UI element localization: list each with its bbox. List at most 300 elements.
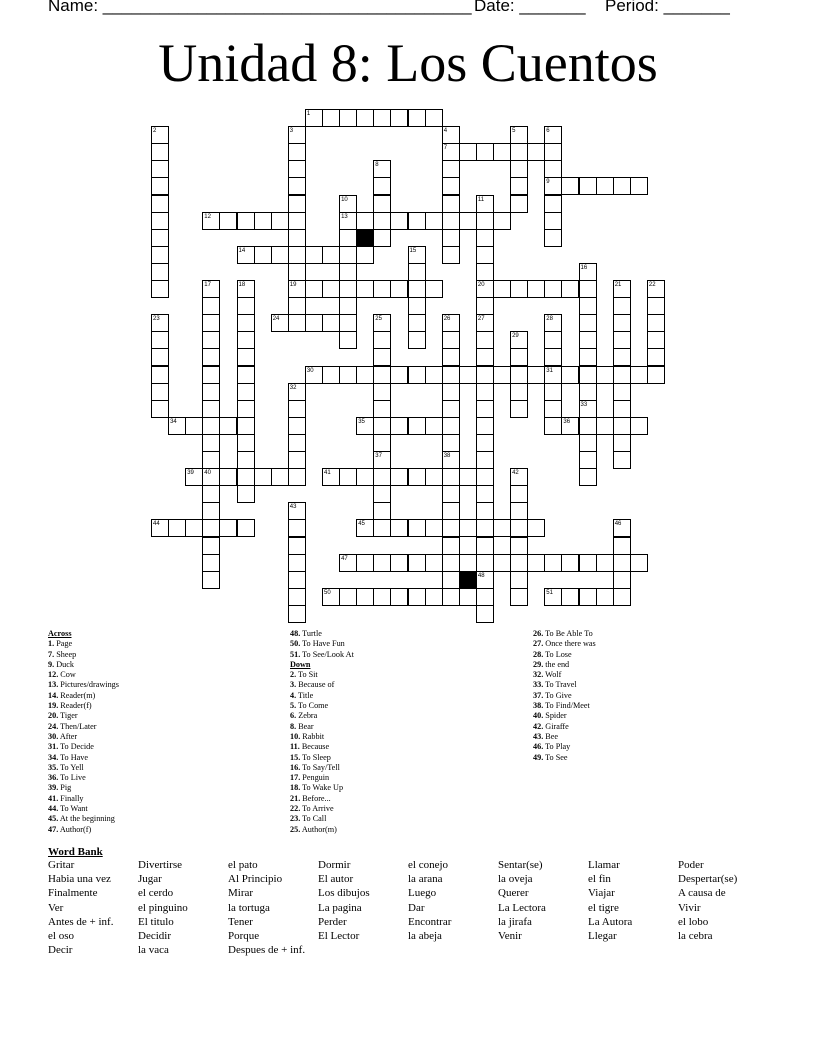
answer-square[interactable]: [151, 348, 169, 366]
answer-square[interactable]: [237, 366, 255, 384]
answer-square[interactable]: [288, 195, 306, 213]
answer-square[interactable]: [356, 366, 374, 384]
answer-square[interactable]: [151, 280, 169, 298]
answer-square[interactable]: [339, 588, 357, 606]
answer-square[interactable]: [390, 109, 408, 127]
answer-square[interactable]: [596, 554, 614, 572]
answer-square[interactable]: [288, 229, 306, 247]
answer-square[interactable]: [544, 348, 562, 366]
answer-square[interactable]: [202, 366, 220, 384]
answer-square[interactable]: [630, 554, 648, 572]
answer-square[interactable]: [476, 263, 494, 281]
answer-square[interactable]: [647, 297, 665, 315]
answer-square[interactable]: [544, 383, 562, 401]
answer-square[interactable]: [579, 297, 597, 315]
answer-square[interactable]: [442, 160, 460, 178]
answer-square[interactable]: [151, 331, 169, 349]
answer-square[interactable]: [202, 434, 220, 452]
answer-square[interactable]: [219, 417, 237, 435]
answer-square[interactable]: [476, 519, 494, 537]
answer-square[interactable]: [373, 588, 391, 606]
answer-square[interactable]: [202, 554, 220, 572]
answer-square[interactable]: [202, 468, 220, 486]
answer-square[interactable]: [288, 160, 306, 178]
answer-square[interactable]: [408, 246, 426, 264]
answer-square[interactable]: [476, 331, 494, 349]
answer-square[interactable]: [613, 280, 631, 298]
answer-square[interactable]: [476, 246, 494, 264]
answer-square[interactable]: [373, 451, 391, 469]
answer-square[interactable]: [237, 212, 255, 230]
answer-square[interactable]: [339, 109, 357, 127]
answer-square[interactable]: [476, 366, 494, 384]
answer-square[interactable]: [288, 519, 306, 537]
answer-square[interactable]: [185, 417, 203, 435]
answer-square[interactable]: [476, 383, 494, 401]
period-field-label[interactable]: Period: _______: [605, 0, 730, 15]
answer-square[interactable]: [151, 366, 169, 384]
answer-square[interactable]: [219, 468, 237, 486]
answer-square[interactable]: [202, 280, 220, 298]
answer-square[interactable]: [237, 280, 255, 298]
answer-square[interactable]: [202, 451, 220, 469]
answer-square[interactable]: [373, 314, 391, 332]
name-field-label[interactable]: Name: _______________________________________: [48, 0, 472, 15]
answer-square[interactable]: [459, 468, 477, 486]
answer-square[interactable]: [237, 519, 255, 537]
answer-square[interactable]: [408, 314, 426, 332]
answer-square[interactable]: [425, 212, 443, 230]
answer-square[interactable]: [510, 280, 528, 298]
answer-square[interactable]: [613, 297, 631, 315]
answer-square[interactable]: [151, 143, 169, 161]
answer-square[interactable]: [442, 451, 460, 469]
answer-square[interactable]: [527, 554, 545, 572]
answer-square[interactable]: [544, 195, 562, 213]
answer-square[interactable]: [288, 212, 306, 230]
answer-square[interactable]: [544, 177, 562, 195]
answer-square[interactable]: [613, 400, 631, 418]
answer-square[interactable]: [544, 400, 562, 418]
answer-square[interactable]: [510, 485, 528, 503]
answer-square[interactable]: [493, 519, 511, 537]
answer-square[interactable]: [390, 468, 408, 486]
answer-square[interactable]: [613, 331, 631, 349]
answer-square[interactable]: [254, 468, 272, 486]
answer-square[interactable]: [356, 109, 374, 127]
answer-square[interactable]: [168, 417, 186, 435]
answer-square[interactable]: [527, 143, 545, 161]
answer-square[interactable]: [373, 366, 391, 384]
answer-square[interactable]: [613, 451, 631, 469]
answer-square[interactable]: [151, 519, 169, 537]
answer-square[interactable]: [151, 400, 169, 418]
answer-square[interactable]: [510, 554, 528, 572]
answer-square[interactable]: [390, 366, 408, 384]
answer-square[interactable]: [442, 229, 460, 247]
answer-square[interactable]: [408, 366, 426, 384]
answer-square[interactable]: [151, 195, 169, 213]
answer-square[interactable]: [408, 109, 426, 127]
answer-square[interactable]: [476, 400, 494, 418]
answer-square[interactable]: [596, 588, 614, 606]
answer-square[interactable]: [579, 400, 597, 418]
answer-square[interactable]: [373, 177, 391, 195]
answer-square[interactable]: [408, 212, 426, 230]
answer-square[interactable]: [510, 160, 528, 178]
answer-square[interactable]: [408, 297, 426, 315]
answer-square[interactable]: [425, 468, 443, 486]
answer-square[interactable]: [271, 468, 289, 486]
answer-square[interactable]: [373, 280, 391, 298]
answer-square[interactable]: [288, 246, 306, 264]
answer-square[interactable]: [408, 554, 426, 572]
answer-square[interactable]: [544, 160, 562, 178]
answer-square[interactable]: [459, 519, 477, 537]
answer-square[interactable]: [425, 554, 443, 572]
answer-square[interactable]: [493, 554, 511, 572]
answer-square[interactable]: [647, 314, 665, 332]
answer-square[interactable]: [647, 366, 665, 384]
answer-square[interactable]: [373, 468, 391, 486]
answer-square[interactable]: [544, 212, 562, 230]
answer-square[interactable]: [185, 519, 203, 537]
answer-square[interactable]: [596, 366, 614, 384]
answer-square[interactable]: [356, 588, 374, 606]
answer-square[interactable]: [510, 383, 528, 401]
answer-square[interactable]: [544, 314, 562, 332]
answer-square[interactable]: [510, 126, 528, 144]
answer-square[interactable]: [579, 434, 597, 452]
answer-square[interactable]: [510, 348, 528, 366]
answer-square[interactable]: [288, 383, 306, 401]
answer-square[interactable]: [510, 331, 528, 349]
answer-square[interactable]: [390, 417, 408, 435]
answer-square[interactable]: [510, 177, 528, 195]
answer-square[interactable]: [596, 177, 614, 195]
answer-square[interactable]: [288, 434, 306, 452]
answer-square[interactable]: [373, 195, 391, 213]
answer-square[interactable]: [151, 126, 169, 144]
answer-square[interactable]: [442, 502, 460, 520]
answer-square[interactable]: [579, 314, 597, 332]
answer-square[interactable]: [390, 280, 408, 298]
answer-square[interactable]: [579, 280, 597, 298]
answer-square[interactable]: [647, 280, 665, 298]
answer-square[interactable]: [373, 383, 391, 401]
answer-square[interactable]: [442, 554, 460, 572]
answer-square[interactable]: [373, 502, 391, 520]
answer-square[interactable]: [185, 468, 203, 486]
answer-square[interactable]: [151, 383, 169, 401]
answer-square[interactable]: [339, 195, 357, 213]
answer-square[interactable]: [442, 126, 460, 144]
answer-square[interactable]: [288, 571, 306, 589]
answer-square[interactable]: [442, 485, 460, 503]
answer-square[interactable]: [459, 143, 477, 161]
answer-square[interactable]: [442, 331, 460, 349]
answer-square[interactable]: [339, 297, 357, 315]
answer-square[interactable]: [339, 263, 357, 281]
answer-square[interactable]: [613, 366, 631, 384]
answer-square[interactable]: [613, 348, 631, 366]
answer-square[interactable]: [442, 366, 460, 384]
answer-square[interactable]: [596, 417, 614, 435]
answer-square[interactable]: [408, 331, 426, 349]
answer-square[interactable]: [288, 417, 306, 435]
answer-square[interactable]: [544, 280, 562, 298]
answer-square[interactable]: [579, 177, 597, 195]
answer-square[interactable]: [202, 400, 220, 418]
answer-square[interactable]: [356, 468, 374, 486]
answer-square[interactable]: [579, 451, 597, 469]
answer-square[interactable]: [510, 537, 528, 555]
answer-square[interactable]: [425, 588, 443, 606]
answer-square[interactable]: [613, 554, 631, 572]
answer-square[interactable]: [425, 417, 443, 435]
answer-square[interactable]: [305, 314, 323, 332]
answer-square[interactable]: [613, 434, 631, 452]
answer-square[interactable]: [579, 366, 597, 384]
answer-square[interactable]: [630, 366, 648, 384]
answer-square[interactable]: [579, 383, 597, 401]
answer-square[interactable]: [613, 383, 631, 401]
answer-square[interactable]: [373, 519, 391, 537]
answer-square[interactable]: [408, 280, 426, 298]
answer-square[interactable]: [254, 212, 272, 230]
answer-square[interactable]: [561, 366, 579, 384]
answer-square[interactable]: [579, 348, 597, 366]
answer-square[interactable]: [237, 451, 255, 469]
answer-square[interactable]: [476, 451, 494, 469]
answer-square[interactable]: [476, 571, 494, 589]
answer-square[interactable]: [288, 400, 306, 418]
answer-square[interactable]: [510, 195, 528, 213]
answer-square[interactable]: [237, 297, 255, 315]
answer-square[interactable]: [390, 588, 408, 606]
answer-square[interactable]: [561, 280, 579, 298]
answer-square[interactable]: [476, 605, 494, 623]
answer-square[interactable]: [442, 195, 460, 213]
answer-square[interactable]: [476, 485, 494, 503]
answer-square[interactable]: [202, 502, 220, 520]
answer-square[interactable]: [271, 314, 289, 332]
answer-square[interactable]: [202, 331, 220, 349]
answer-square[interactable]: [151, 229, 169, 247]
answer-square[interactable]: [510, 502, 528, 520]
answer-square[interactable]: [510, 366, 528, 384]
answer-square[interactable]: [151, 246, 169, 264]
answer-square[interactable]: [561, 588, 579, 606]
answer-square[interactable]: [237, 383, 255, 401]
answer-square[interactable]: [322, 109, 340, 127]
answer-square[interactable]: [613, 588, 631, 606]
answer-square[interactable]: [510, 571, 528, 589]
answer-square[interactable]: [373, 348, 391, 366]
answer-square[interactable]: [322, 468, 340, 486]
answer-square[interactable]: [425, 280, 443, 298]
answer-square[interactable]: [476, 314, 494, 332]
answer-square[interactable]: [305, 246, 323, 264]
answer-square[interactable]: [408, 588, 426, 606]
answer-square[interactable]: [339, 468, 357, 486]
answer-square[interactable]: [442, 383, 460, 401]
answer-square[interactable]: [356, 280, 374, 298]
answer-square[interactable]: [630, 417, 648, 435]
answer-square[interactable]: [339, 246, 357, 264]
answer-square[interactable]: [476, 434, 494, 452]
answer-square[interactable]: [544, 417, 562, 435]
answer-square[interactable]: [459, 366, 477, 384]
answer-square[interactable]: [339, 314, 357, 332]
answer-square[interactable]: [544, 366, 562, 384]
answer-square[interactable]: [493, 280, 511, 298]
answer-square[interactable]: [476, 195, 494, 213]
answer-square[interactable]: [305, 366, 323, 384]
answer-square[interactable]: [151, 177, 169, 195]
answer-square[interactable]: [202, 417, 220, 435]
answer-square[interactable]: [613, 537, 631, 555]
answer-square[interactable]: [288, 588, 306, 606]
answer-square[interactable]: [202, 212, 220, 230]
answer-square[interactable]: [237, 331, 255, 349]
answer-square[interactable]: [442, 434, 460, 452]
answer-square[interactable]: [510, 468, 528, 486]
answer-square[interactable]: [339, 554, 357, 572]
answer-square[interactable]: [425, 519, 443, 537]
answer-square[interactable]: [356, 417, 374, 435]
answer-square[interactable]: [544, 126, 562, 144]
answer-square[interactable]: [202, 519, 220, 537]
answer-square[interactable]: [237, 246, 255, 264]
answer-square[interactable]: [408, 263, 426, 281]
answer-square[interactable]: [476, 348, 494, 366]
answer-square[interactable]: [288, 537, 306, 555]
answer-square[interactable]: [373, 331, 391, 349]
answer-square[interactable]: [237, 314, 255, 332]
answer-square[interactable]: [408, 417, 426, 435]
answer-square[interactable]: [442, 417, 460, 435]
date-field-label[interactable]: Date: _______: [474, 0, 586, 15]
answer-square[interactable]: [288, 605, 306, 623]
answer-square[interactable]: [493, 143, 511, 161]
answer-square[interactable]: [373, 229, 391, 247]
answer-square[interactable]: [459, 212, 477, 230]
answer-square[interactable]: [322, 588, 340, 606]
answer-square[interactable]: [288, 554, 306, 572]
answer-square[interactable]: [579, 554, 597, 572]
answer-square[interactable]: [425, 109, 443, 127]
answer-square[interactable]: [322, 246, 340, 264]
answer-square[interactable]: [151, 160, 169, 178]
answer-square[interactable]: [202, 537, 220, 555]
answer-square[interactable]: [613, 519, 631, 537]
answer-square[interactable]: [373, 160, 391, 178]
answer-square[interactable]: [579, 263, 597, 281]
answer-square[interactable]: [527, 519, 545, 537]
answer-square[interactable]: [288, 177, 306, 195]
answer-square[interactable]: [476, 502, 494, 520]
answer-square[interactable]: [476, 588, 494, 606]
answer-square[interactable]: [339, 280, 357, 298]
answer-square[interactable]: [544, 229, 562, 247]
answer-square[interactable]: [271, 246, 289, 264]
answer-square[interactable]: [476, 212, 494, 230]
answer-square[interactable]: [442, 212, 460, 230]
answer-square[interactable]: [442, 519, 460, 537]
answer-square[interactable]: [442, 537, 460, 555]
answer-square[interactable]: [561, 177, 579, 195]
answer-square[interactable]: [202, 314, 220, 332]
answer-square[interactable]: [544, 554, 562, 572]
answer-square[interactable]: [288, 297, 306, 315]
answer-square[interactable]: [476, 417, 494, 435]
answer-square[interactable]: [613, 417, 631, 435]
answer-square[interactable]: [647, 331, 665, 349]
answer-square[interactable]: [544, 143, 562, 161]
answer-square[interactable]: [373, 212, 391, 230]
answer-square[interactable]: [442, 314, 460, 332]
answer-square[interactable]: [459, 554, 477, 572]
answer-square[interactable]: [202, 571, 220, 589]
answer-square[interactable]: [579, 468, 597, 486]
answer-square[interactable]: [613, 177, 631, 195]
answer-square[interactable]: [579, 588, 597, 606]
answer-square[interactable]: [613, 314, 631, 332]
answer-square[interactable]: [151, 314, 169, 332]
answer-square[interactable]: [373, 485, 391, 503]
answer-square[interactable]: [561, 554, 579, 572]
answer-square[interactable]: [373, 554, 391, 572]
answer-square[interactable]: [510, 519, 528, 537]
answer-square[interactable]: [476, 297, 494, 315]
answer-square[interactable]: [339, 229, 357, 247]
answer-square[interactable]: [288, 143, 306, 161]
answer-square[interactable]: [476, 554, 494, 572]
answer-square[interactable]: [510, 143, 528, 161]
answer-square[interactable]: [613, 571, 631, 589]
answer-square[interactable]: [459, 588, 477, 606]
answer-square[interactable]: [356, 246, 374, 264]
answer-square[interactable]: [288, 263, 306, 281]
answer-square[interactable]: [288, 280, 306, 298]
answer-square[interactable]: [237, 468, 255, 486]
answer-square[interactable]: [322, 280, 340, 298]
answer-square[interactable]: [390, 554, 408, 572]
answer-square[interactable]: [237, 348, 255, 366]
answer-square[interactable]: [579, 331, 597, 349]
answer-square[interactable]: [339, 212, 357, 230]
answer-square[interactable]: [442, 400, 460, 418]
answer-square[interactable]: [442, 348, 460, 366]
answer-square[interactable]: [151, 212, 169, 230]
answer-square[interactable]: [442, 588, 460, 606]
answer-square[interactable]: [305, 109, 323, 127]
answer-square[interactable]: [288, 126, 306, 144]
answer-square[interactable]: [288, 502, 306, 520]
answer-square[interactable]: [510, 400, 528, 418]
answer-square[interactable]: [476, 143, 494, 161]
answer-square[interactable]: [356, 212, 374, 230]
answer-square[interactable]: [339, 366, 357, 384]
answer-square[interactable]: [408, 519, 426, 537]
answer-square[interactable]: [219, 519, 237, 537]
answer-square[interactable]: [442, 143, 460, 161]
answer-square[interactable]: [322, 314, 340, 332]
answer-square[interactable]: [408, 468, 426, 486]
answer-square[interactable]: [288, 451, 306, 469]
answer-square[interactable]: [288, 314, 306, 332]
